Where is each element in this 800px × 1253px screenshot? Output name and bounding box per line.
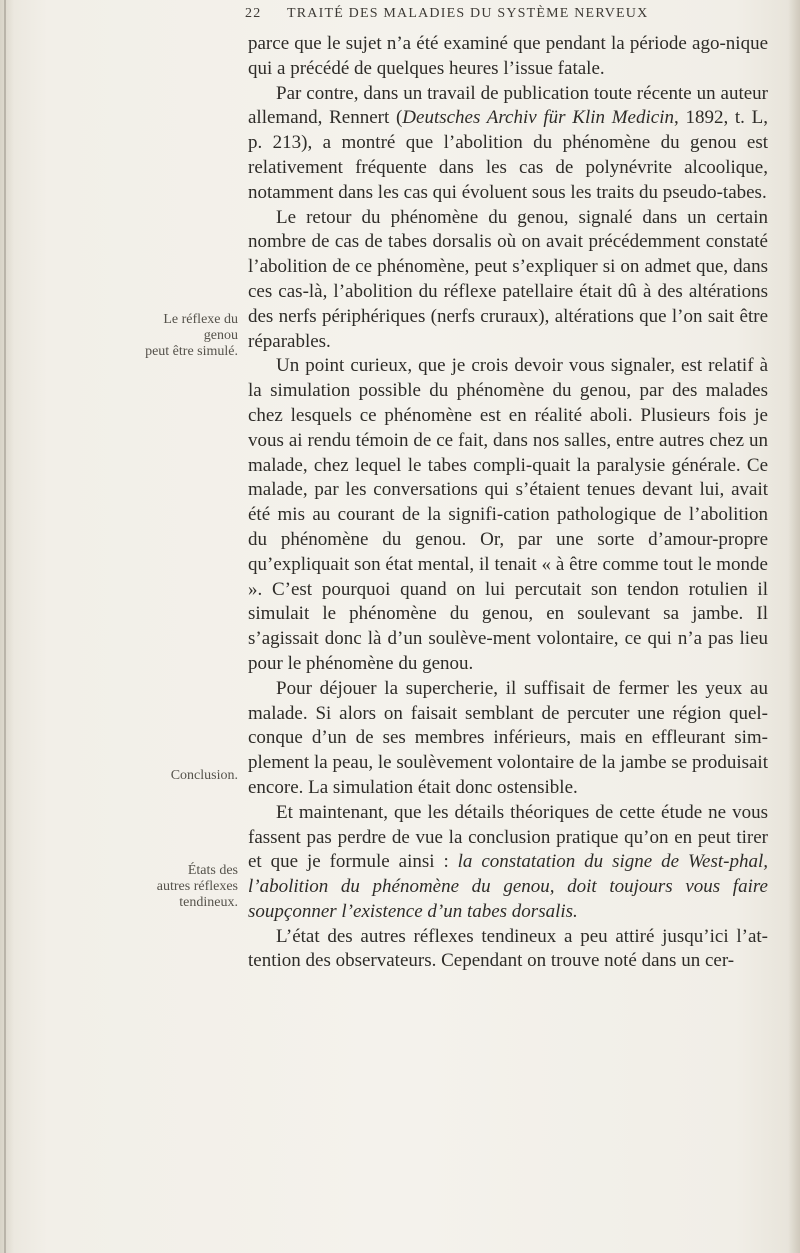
paragraph-reflexes: L’état des autres réflexes tendineux a peu attiré jusqu’ici l’at-tention des observateurs. Cependant on trouve noté dans un cer- xyxy=(248,925,768,972)
margin-note-etats: États des autres réflexes tendineux. xyxy=(156,863,238,910)
rennert-text-a: Par contre, dans un travail de publication toute récente un auteur allemand, Rennert ( xyxy=(248,82,768,129)
page-right-shadow xyxy=(788,0,800,1253)
page-number: 22 xyxy=(245,6,262,21)
paragraph-simulation: Un point curieux, que je crois devoir vous signaler, est relatif à la simulation possible du phénomène du genou, par des malades chez lesquels ce phénomène est en réalité aboli. Plusieurs fois je vous ai rendu témoin de ce fait, dans nos salles, entre autres chez un malade, chez lequel le tabes compli-quait la paralysie générale. Ce malade, par les conversations qui s’étaient tenues devant lui, avait été mis au courant de la signifi-cation pathologique de l’abolition du phénomène du genou. Or, par une sorte d’amour-propre qu’expliquait son état mental, il tenait « à être comme tout le monde ». C’est pourquoi quand on lui percutait son tendon rotulien il simulait le phénomène du genou, en soulevant sa jambe. Il s’agissait donc là d’un soulève-ment volontaire, ce qui n’a pas lieu pour le phénomène du genou. xyxy=(248,355,768,674)
running-header xyxy=(245,6,765,28)
running-title: TRAITÉ DES MALADIES DU SYSTÈME NERVEUX xyxy=(287,6,649,21)
conclusion-text: Et maintenant, que les détails théoriques de cette étude ne vous fassent pas perdre de vue la conclusion pratique qu’on en peut tirer et que je formule ainsi : xyxy=(248,801,768,873)
paragraph-retour: Le retour du phénomène du genou, signalé dans un certain nombre de cas de tabes dorsalis où on avait précédemment constaté l’abolition de ce phénomène, peut s’expliquer si on admet que, dans ces cas-là, l’abolition du réflexe patellaire était dû à des altérations des nerfs périphériques (nerfs cruraux), altérations que l’on sait être réparables. xyxy=(248,206,768,352)
paragraph-rennert xyxy=(248,82,768,206)
binding-line xyxy=(4,0,6,1253)
paragraph-supercherie: Pour déjouer la supercherie, il suffisait de fermer les yeux au malade. Si alors on faisait semblant de percuter une région quel-conque d’un de ses membres inférieurs, mais en effleurant sim-plement la peau, le soulèvement volontaire de la jambe se produisait encore. La simulation était donc ostensible. xyxy=(248,677,768,798)
margin-note-reflexe: Le réflexe du genou peut être simulé. xyxy=(145,312,238,359)
paragraph-conclusion xyxy=(248,801,768,925)
paragraph-continued: parce que le sujet n’a été examiné que pendant la période ago-nique qui a précédé de quelques heures l’issue fatale. xyxy=(248,33,768,79)
conclusion-italic: la constatation du signe de West-phal, l’abolition du phénomène du genou, doit toujours vous faire soupçonner l’existence d’un tabes dorsalis. xyxy=(248,851,768,922)
rennert-text-b: , 1892, t. L, p. 213), a montré que l’abolition du phénomène du genou est relativement fréquente dans les cas de polynévrite alcoolique, notamment dans les cas qui évoluent sous les traits du pseudo-tabes. xyxy=(248,107,769,203)
page-left-shadow xyxy=(0,0,14,1253)
journal-reference: Deutsches Archiv für Klin Medicin xyxy=(402,107,674,129)
margin-note-conclusion: Conclusion. xyxy=(170,768,238,783)
body-text xyxy=(248,32,768,974)
